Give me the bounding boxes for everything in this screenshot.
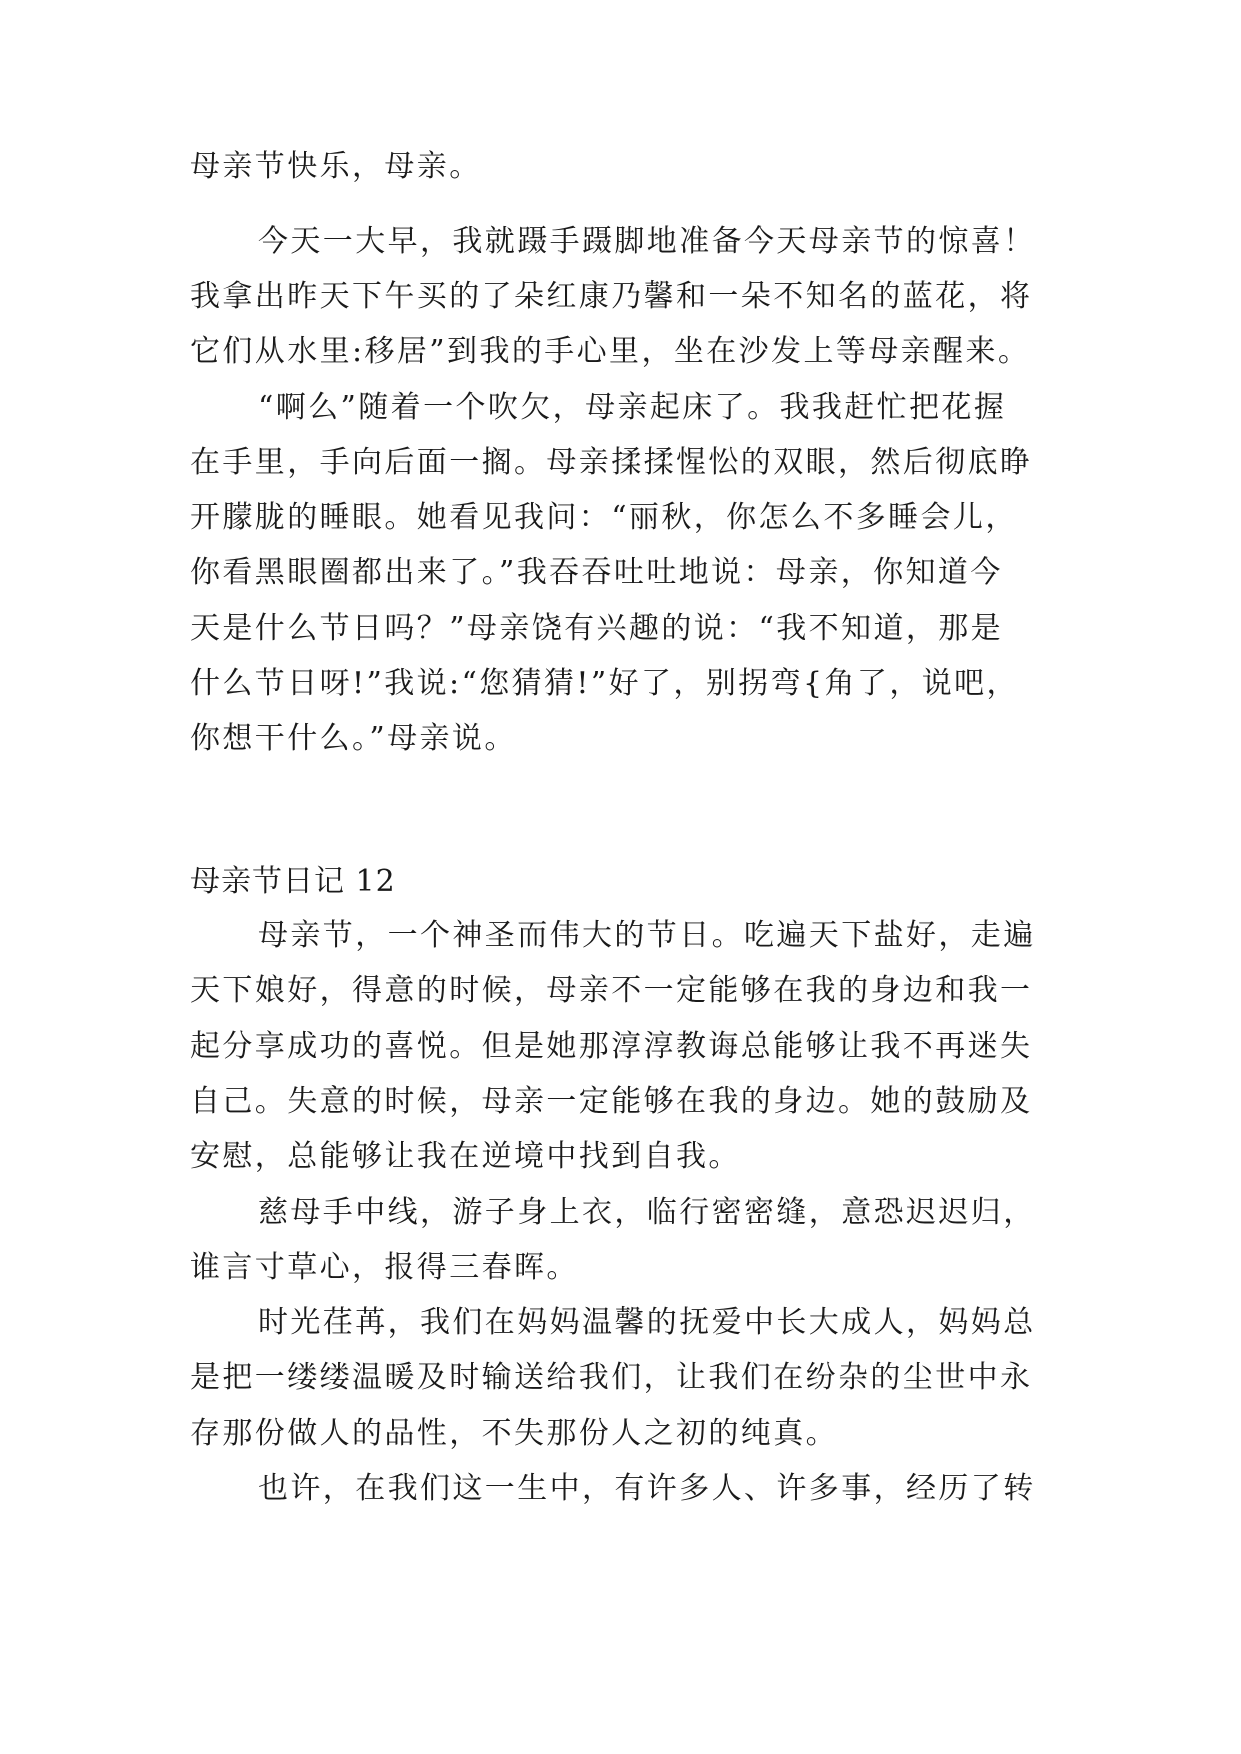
text-line: 它们从水里:移居”到我的手心里，坐在沙发上等母亲醒来。 xyxy=(190,334,1031,369)
paragraph-start-line: 慈母手中线，游子身上衣，临行密密缝，意恐迟迟归， xyxy=(258,1195,1036,1230)
text-line: 天是什么节日吗？”母亲饶有兴趣的说：“我不知道，那是 xyxy=(190,611,1004,646)
text-line: 是把一缕缕温暖及时输送给我们，让我们在纷杂的尘世中永 xyxy=(190,1360,1033,1395)
paragraph-start-line: 也许，在我们这一生中，有许多人、许多事，经历了转 xyxy=(258,1471,1036,1506)
text-line: 自己。失意的时候，母亲一定能够在我的身边。她的鼓励及 xyxy=(190,1084,1033,1119)
paragraph-start-line: 母亲节，一个神圣而伟大的节日。吃遍天下盐好，走遍 xyxy=(258,918,1036,953)
section-title: 母亲节日记 12 xyxy=(190,864,396,899)
text-line: 在手里，手向后面一搁。母亲揉揉惺忪的双眼，然后彻底睁 xyxy=(190,445,1033,480)
text-line: 什么节日呀!”我说:“您猜猜!”好了，别拐弯{角了，说吧， xyxy=(190,666,1019,701)
text-line: 母亲节快乐，母亲。 xyxy=(190,149,482,184)
text-line: 天下娘好，得意的时候，母亲不一定能够在我的身边和我一 xyxy=(190,973,1033,1008)
paragraph-start-line: 今天一大早，我就蹑手蹑脚地准备今天母亲节的惊喜！ xyxy=(258,224,1036,259)
text-line: 安慰，总能够让我在逆境中找到自我。 xyxy=(190,1139,741,1174)
text-line: 开朦胧的睡眼。她看见我问：“丽秋，你怎么不多睡会儿， xyxy=(190,500,1018,535)
paragraph-start-line: 时光荏苒，我们在妈妈温馨的抚爱中长大成人，妈妈总 xyxy=(258,1305,1036,1340)
text-line: 你想干什么。”母亲说。 xyxy=(190,721,517,756)
text-line: 你看黑眼圈都出来了。”我吞吞吐吐地说：母亲，你知道今 xyxy=(190,555,1003,590)
text-line: 我拿出昨天下午买的了朵红康乃馨和一朵不知名的蓝花，将 xyxy=(190,279,1033,314)
text-line: 起分享成功的喜悦。但是她那淳淳教诲总能够让我不再迷失 xyxy=(190,1029,1033,1064)
paragraph-start-line: “啊么”随着一个吹欠，母亲起床了。我我赶忙把花握 xyxy=(258,390,1007,425)
text-line: 存那份做人的品性，不失那份人之初的纯真。 xyxy=(190,1416,838,1451)
text-line: 谁言寸草心，报得三春晖。 xyxy=(190,1250,579,1285)
